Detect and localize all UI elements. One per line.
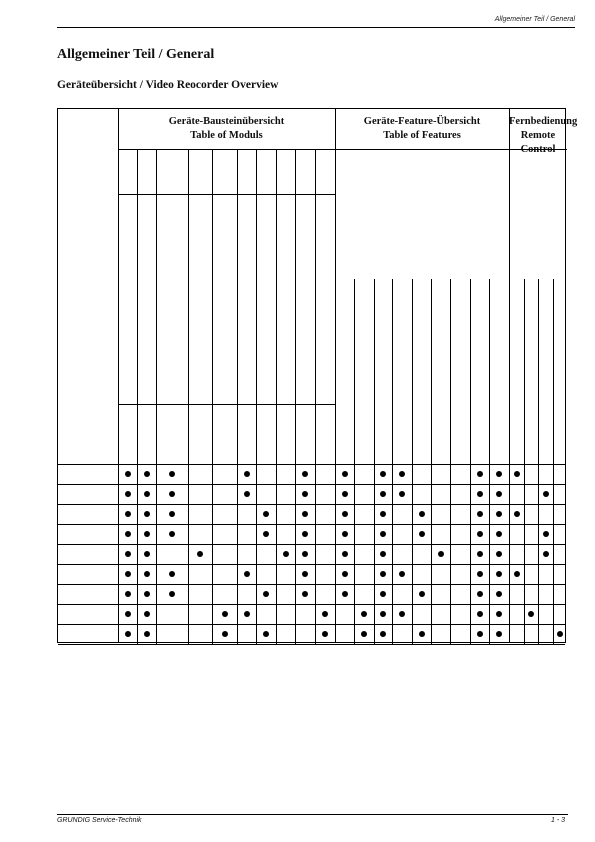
module-dot bbox=[144, 511, 150, 517]
module-dot bbox=[197, 551, 203, 557]
module-column-rule bbox=[137, 149, 138, 644]
feature-dot bbox=[477, 551, 483, 557]
module-dot bbox=[125, 631, 131, 637]
module-dot bbox=[144, 631, 150, 637]
feature-dot bbox=[496, 491, 502, 497]
remote-dot bbox=[557, 631, 563, 637]
feature-dot bbox=[399, 611, 405, 617]
modules-features-rule bbox=[335, 109, 336, 642]
feature-dot bbox=[496, 631, 502, 637]
footer-rule bbox=[57, 814, 568, 815]
remote-column-rule bbox=[538, 279, 539, 644]
module-dot bbox=[125, 511, 131, 517]
feature-dot bbox=[496, 471, 502, 477]
feature-column-rule bbox=[412, 279, 413, 644]
feature-dot bbox=[477, 631, 483, 637]
feature-dot bbox=[342, 531, 348, 537]
feature-dot bbox=[438, 551, 444, 557]
group-title-1 bbox=[335, 115, 509, 143]
feature-dot bbox=[399, 491, 405, 497]
module-dot bbox=[263, 531, 269, 537]
feature-dot bbox=[342, 511, 348, 517]
feature-dot bbox=[380, 531, 386, 537]
feature-column-rule bbox=[354, 279, 355, 644]
feature-dot bbox=[380, 611, 386, 617]
feature-dot bbox=[477, 591, 483, 597]
module-dot bbox=[302, 551, 308, 557]
remote-dot bbox=[543, 491, 549, 497]
group-title-line2: Table of Features bbox=[383, 130, 461, 141]
remote-column-rule bbox=[553, 279, 554, 644]
row-rule bbox=[58, 584, 565, 585]
label-column-rule bbox=[118, 109, 119, 642]
module-dot bbox=[244, 571, 250, 577]
module-dot bbox=[125, 571, 131, 577]
remote-column-rule bbox=[524, 279, 525, 644]
feature-dot bbox=[477, 571, 483, 577]
module-dot bbox=[169, 531, 175, 537]
module-dot bbox=[302, 591, 308, 597]
module-column-rule bbox=[212, 149, 213, 644]
module-dot bbox=[144, 571, 150, 577]
module-dot bbox=[302, 531, 308, 537]
feature-dot bbox=[419, 631, 425, 637]
page-subtitle: Geräteübersicht / Video Reocorder Overview bbox=[57, 79, 279, 91]
feature-dot bbox=[380, 591, 386, 597]
feature-dot bbox=[496, 611, 502, 617]
module-dot bbox=[125, 591, 131, 597]
module-dot bbox=[263, 631, 269, 637]
feature-column-rule bbox=[392, 279, 393, 644]
feature-dot bbox=[477, 511, 483, 517]
feature-dot bbox=[380, 571, 386, 577]
module-dot bbox=[144, 491, 150, 497]
footer-publisher: GRUNDIG Service-Technik bbox=[57, 817, 142, 824]
feature-dot bbox=[342, 571, 348, 577]
module-dot bbox=[125, 531, 131, 537]
module-dot bbox=[302, 571, 308, 577]
module-dot bbox=[144, 471, 150, 477]
module-column-rule bbox=[295, 149, 296, 644]
group-title-line2: Table of Moduls bbox=[190, 130, 263, 141]
row-rule bbox=[58, 504, 565, 505]
module-dot bbox=[302, 491, 308, 497]
group-title-rule bbox=[118, 149, 567, 150]
module-dot bbox=[263, 591, 269, 597]
row-rule bbox=[58, 644, 565, 645]
feature-dot bbox=[496, 531, 502, 537]
remote-dot bbox=[514, 471, 520, 477]
module-dot bbox=[244, 471, 250, 477]
module-column-rule bbox=[156, 149, 157, 644]
group-title-2 bbox=[509, 115, 578, 157]
module-dot bbox=[125, 471, 131, 477]
row-rule bbox=[58, 484, 565, 485]
feature-column-rule bbox=[489, 279, 490, 644]
feature-column-rule bbox=[450, 279, 451, 644]
module-dot bbox=[283, 551, 289, 557]
footer-page-number: 1 - 3 bbox=[550, 817, 565, 824]
group-title-line1: Fernbedienung bbox=[509, 116, 578, 127]
row-rule bbox=[58, 524, 565, 525]
feature-dot bbox=[477, 611, 483, 617]
module-dot bbox=[125, 611, 131, 617]
feature-column-rule bbox=[431, 279, 432, 644]
group-title-line1: Geräte-Bausteinübersicht bbox=[168, 116, 285, 127]
remote-dot bbox=[514, 511, 520, 517]
row-rule bbox=[58, 604, 565, 605]
page-title: Allgemeiner Teil / General bbox=[57, 47, 215, 62]
remote-dot bbox=[528, 611, 534, 617]
feature-dot bbox=[342, 471, 348, 477]
feature-dot bbox=[419, 591, 425, 597]
feature-dot bbox=[477, 491, 483, 497]
module-column-rule bbox=[237, 149, 238, 644]
module-dot bbox=[244, 611, 250, 617]
feature-dot bbox=[496, 591, 502, 597]
feature-dot bbox=[419, 511, 425, 517]
feature-dot bbox=[399, 471, 405, 477]
row-rule bbox=[58, 564, 565, 565]
group-title-0 bbox=[118, 115, 335, 143]
feature-column-rule bbox=[470, 279, 471, 644]
feature-column-rule bbox=[374, 279, 375, 644]
feature-dot bbox=[380, 631, 386, 637]
module-dot bbox=[302, 471, 308, 477]
module-dot bbox=[144, 591, 150, 597]
remote-dot bbox=[514, 571, 520, 577]
feature-dot bbox=[399, 571, 405, 577]
overview-table bbox=[57, 108, 578, 643]
row-rule bbox=[58, 544, 565, 545]
module-dot bbox=[263, 511, 269, 517]
feature-dot bbox=[419, 531, 425, 537]
module-dot bbox=[144, 611, 150, 617]
feature-dot bbox=[496, 551, 502, 557]
module-dot bbox=[125, 551, 131, 557]
module-dot bbox=[125, 491, 131, 497]
feature-dot bbox=[342, 491, 348, 497]
module-ref-rule bbox=[118, 194, 335, 195]
feature-dot bbox=[380, 511, 386, 517]
features-remote-rule bbox=[509, 109, 510, 642]
module-dot bbox=[244, 491, 250, 497]
feature-dot bbox=[380, 471, 386, 477]
module-column-rule bbox=[188, 149, 189, 644]
feature-dot bbox=[361, 611, 367, 617]
remote-dot bbox=[543, 551, 549, 557]
module-dot bbox=[222, 611, 228, 617]
feature-dot bbox=[342, 591, 348, 597]
feature-dot bbox=[342, 551, 348, 557]
module-dot bbox=[144, 551, 150, 557]
feature-dot bbox=[496, 571, 502, 577]
module-desc-rule bbox=[118, 404, 335, 405]
running-header: Allgemeiner Teil / General bbox=[494, 16, 575, 23]
module-dot bbox=[144, 531, 150, 537]
feature-dot bbox=[477, 471, 483, 477]
remote-dot bbox=[543, 531, 549, 537]
module-column-rule bbox=[276, 149, 277, 644]
header-bottom-rule bbox=[58, 464, 565, 465]
row-rule bbox=[58, 624, 565, 625]
module-column-rule bbox=[256, 149, 257, 644]
module-dot bbox=[322, 611, 328, 617]
module-column-rule bbox=[315, 149, 316, 644]
feature-dot bbox=[361, 631, 367, 637]
module-dot bbox=[169, 511, 175, 517]
feature-dot bbox=[496, 511, 502, 517]
feature-dot bbox=[380, 491, 386, 497]
group-title-line2: Remote Control bbox=[520, 130, 556, 155]
group-title-line1: Geräte-Feature-Übersicht bbox=[363, 116, 481, 127]
header-rule bbox=[57, 27, 575, 28]
module-dot bbox=[169, 571, 175, 577]
module-dot bbox=[169, 471, 175, 477]
module-dot bbox=[222, 631, 228, 637]
module-dot bbox=[322, 631, 328, 637]
feature-dot bbox=[477, 531, 483, 537]
module-dot bbox=[302, 511, 308, 517]
module-dot bbox=[169, 591, 175, 597]
feature-dot bbox=[380, 551, 386, 557]
module-dot bbox=[169, 491, 175, 497]
